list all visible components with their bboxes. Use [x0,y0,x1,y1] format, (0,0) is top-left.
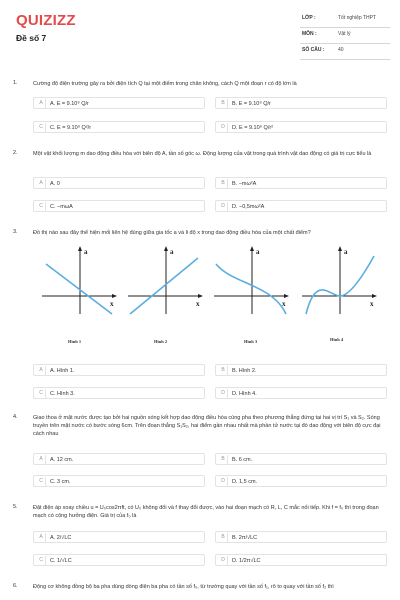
answer-option-c[interactable] [33,475,205,487]
option-letter: D [219,477,228,486]
answer-option-a[interactable] [33,364,205,376]
question-text: Một vật khối lượng m dao động điều hòa với biên độ A, tần số góc ω. Động lượng của vật trong quá trình vật dao động có giá trị cực tiểu là [33,151,372,157]
question-text: Cường độ điện trường gây ra bởi điện tích Q tại một điểm trong chân không, cách Q một đoạn r có độ lớn là [33,81,297,87]
answer-option-c[interactable] [33,121,205,133]
y-axis-arrow [338,246,342,251]
graph-caption: Hình 1 [68,339,82,344]
option-letter: A [37,533,46,542]
meta-value: 40 [338,47,344,53]
option-letter: B [219,533,228,542]
y-axis-arrow [250,246,254,251]
option-letter: D [219,389,228,398]
answer-option-d[interactable] [215,121,387,133]
answer-option-a[interactable] [33,453,205,465]
y-axis-label: a [84,248,88,256]
option-label: A. 2/√LC [50,535,72,541]
option-letter: C [37,556,46,565]
y-axis-label: a [344,248,348,256]
question-number: 1. [13,80,18,86]
graph-caption: Hình 3 [244,339,258,344]
option-label: D. E = 9.10⁹ Q/r² [232,125,274,131]
option-letter: D [219,202,228,211]
graph-line [130,258,198,314]
question-text: Giao thoa ở mặt nước được tạo bởi hai nguồn sóng kết hợp dao động điều hòa cùng pha theo phương thẳng đứng tại hai vị trí S₁ và S₂. Sóng truyền trên mặt nước có bước sóng 6cm. Trên đoạn thẳng S₁S₂, hai điểm gần nhau nhất mà phần tử nước tại đó dao động với biên độ cực đại cách nhau [33,415,381,437]
header [0,0,400,70]
meta-row-subject [300,28,390,44]
answer-option-d[interactable] [215,554,387,566]
option-letter: A [37,455,46,464]
x-axis-label: x [370,300,374,308]
graph-curve [216,264,286,314]
option-letter: A [37,99,46,108]
option-letter: A [37,179,46,188]
option-letter: C [37,202,46,211]
option-label: B. E = 9.10⁹ Q/r [232,101,271,107]
option-letter: B [219,179,228,188]
question-number: 2. [13,150,18,156]
meta-value: Tốt nghiệp THPT [338,15,376,21]
exam-meta [300,12,390,60]
question-text: Đặt điện áp xoay chiều u = U₀cos2πft, có U₀ không đổi và f thay đổi được, vào hai đoạn mạch có R, L, C mắc nối tiếp. Khi f = f₀ thì trong đoạn mạch có cộng hưởng điện. Giá trị của f₀ là [33,505,379,519]
answer-option-d[interactable] [215,387,387,399]
x-axis-arrow [284,294,289,298]
answer-option-c[interactable] [33,554,205,566]
option-label: D. Hình 4. [232,391,257,397]
question-text: Động cơ không đồng bộ ba pha dùng dòng điện ba pha có tần số f₀, từ trường quay với tần số f₁, rô to quay với tần số f₂ thì [33,584,334,590]
x-axis-arrow [198,294,203,298]
x-axis-arrow [372,294,377,298]
meta-value: Vật lý [338,31,351,37]
y-axis-arrow [78,246,82,251]
graph-caption: Hình 4 [330,337,344,342]
answer-option-d[interactable] [215,200,387,212]
answer-option-a[interactable] [33,97,205,109]
quizizz-logo: QUIZIZZ [16,12,76,29]
option-label: D. 1,5 cm. [232,479,258,485]
graph-hinh-2 [126,244,206,316]
answer-option-b[interactable] [215,177,387,189]
x-axis-label: x [282,300,286,308]
answer-option-c[interactable] [33,387,205,399]
y-axis-label: a [256,248,260,256]
option-label: B. 2π/√LC [232,535,258,541]
answer-option-b[interactable] [215,97,387,109]
option-label: B. −mω²A [232,181,257,187]
y-axis-arrow [164,246,168,251]
question-number: 6. [13,583,18,589]
answer-option-d[interactable] [215,475,387,487]
option-label: C. 1/√LC [50,558,72,564]
option-label: C. E = 9.10⁹ Q²/r [50,125,92,131]
answer-option-b[interactable] [215,531,387,543]
option-letter: D [219,556,228,565]
option-label: A. E = 9.10⁹ Q/r [50,101,89,107]
graph-caption: Hình 2 [154,339,168,344]
option-label: C. Hình 3. [50,391,75,397]
option-label: D. −0,5mω²A [232,204,265,210]
answer-option-c[interactable] [33,200,205,212]
graph-line [46,264,112,314]
option-label: A. Hình 1. [50,368,75,374]
answer-option-b[interactable] [215,453,387,465]
option-letter: B [219,366,228,375]
answer-option-a[interactable] [33,177,205,189]
y-axis-label: a [170,248,174,256]
option-letter: C [37,477,46,486]
meta-key: SỐ CÂU : [302,47,325,53]
question-text: Đồ thị nào sau đây thể hiện mối liên hệ đúng giữa gia tốc a và li độ x trong dao động điều hòa của một chất điểm? [33,230,311,236]
meta-key: LỚP : [302,15,316,21]
option-label: C. 3 cm. [50,479,71,485]
question-number: 4. [13,414,18,420]
option-label: C. −mωA [50,204,73,210]
graph-hinh-4 [300,244,380,316]
option-label: A. 12 cm. [50,457,74,463]
graph-hinh-1 [40,244,120,316]
meta-key: MÔN : [302,31,317,37]
option-label: A. 0 [50,181,60,187]
x-axis-label: x [196,300,200,308]
question-number: 5. [13,504,18,510]
answer-option-b[interactable] [215,364,387,376]
x-axis-arrow [112,294,117,298]
meta-row-count [300,44,390,60]
question-number: 3. [13,229,18,235]
exam-title: Đề số 7 [16,33,47,43]
graph-hinh-3 [212,244,292,316]
option-letter: B [219,455,228,464]
option-letter: C [37,389,46,398]
option-letter: B [219,99,228,108]
option-label: B. 6 cm. [232,457,253,463]
option-label: D. 1/2π√LC [232,558,261,564]
option-letter: C [37,123,46,132]
answer-option-a[interactable] [33,531,205,543]
x-axis-label: x [110,300,114,308]
meta-row-class [300,12,390,28]
option-letter: D [219,123,228,132]
option-label: B. Hình 2. [232,368,257,374]
option-letter: A [37,366,46,375]
